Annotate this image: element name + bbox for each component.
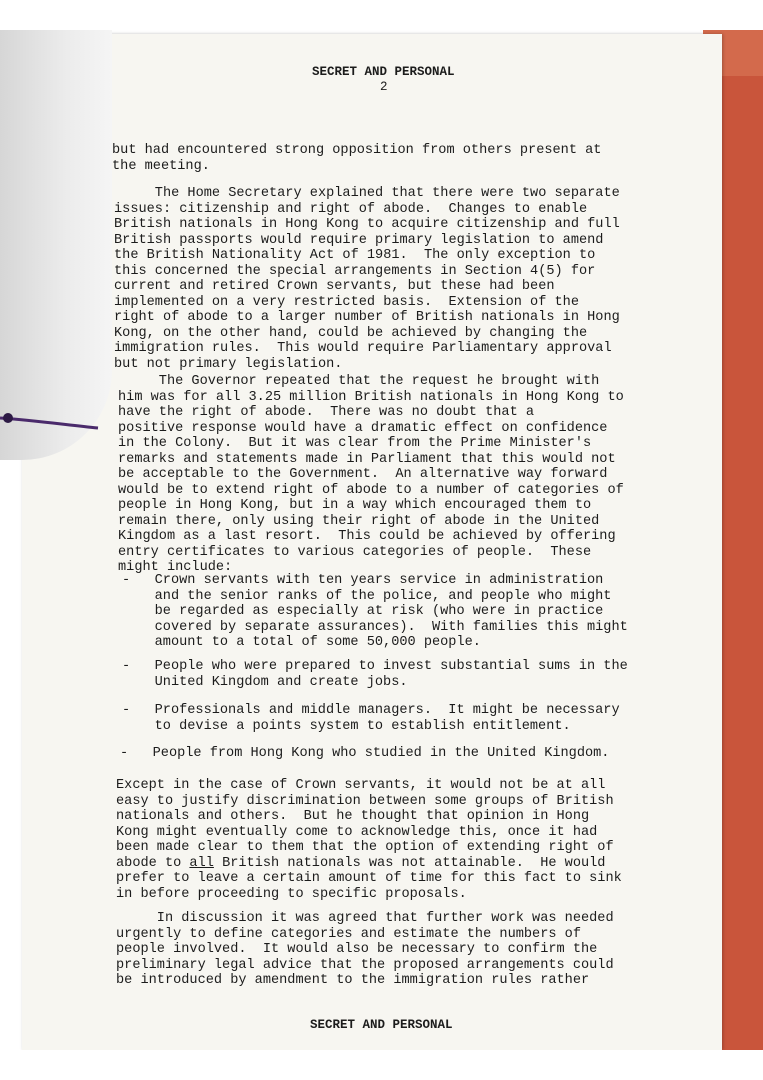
bullet-investors: - People who were prepared to invest substantial sums in the United Kingdom and create jobs. [122, 659, 628, 690]
footer-classification: SECRET AND PERSONAL [310, 1018, 453, 1032]
paragraph-discrimination-part-2: British nationals was not attainable. He would prefer to leave a certain amount of time for this fact to sink in before proceeding to specific proposals. [116, 855, 622, 902]
paragraph-home-secretary: The Home Secretary explained that there were two separate issues: citizenship and right of abode. Changes to enable British nationals in Hong Kong to acquire citizenship and full British passports would require primary legislation to amend the British Nationality Act of 1981. The only exception to this concerned the special arrangements in Section 4(5) for current and retired Crown servants, but these had been implemented on a very restricted basis. Extension of the right of abode to a larger number of British nationals in Hong Kong, on the other hand, could be achieved by changing the immigration rules. This would require Parliamentary approval but not primary legislation. [114, 186, 620, 372]
paragraph-discrimination-part-1: Except in the case of Crown servants, it would not be at all easy to justify discrimination between some groups of British nationals and others. But he thought that opinion in Hong Kong might eventually come to acknowledge this, once it had been made clear to them that the option of extending right of abode to [116, 778, 614, 871]
paragraph-discussion: In discussion it was agreed that further work was needed urgently to define categories and estimate the numbers of people involved. It would also be necessary to confirm the preliminary legal advice that the proposed arrangements could be introduced by amendment to the immigration rules rather [116, 911, 614, 988]
scan-top-margin [0, 0, 763, 34]
paragraph-discrimination [116, 778, 622, 902]
binding-string [0, 412, 100, 432]
paragraph-opposition: but had encountered strong opposition from others present at the meeting. [112, 143, 602, 174]
bullet-professionals: - Professionals and middle managers. It might be necessary to devise a points system to establish entitlement. [122, 703, 620, 734]
bullet-crown-servants: - Crown servants with ten years service in administration and the senior ranks of the police, and people who might be regarded as especially at risk (who were in practice covered by separate assurances). With families this might amount to a total of some 50,000 people. [122, 573, 628, 650]
previous-page-curl [0, 30, 112, 460]
paragraph-governor: The Governor repeated that the request he brought with him was for all 3.25 million British nationals in Hong Kong to have the right of abode. There was no doubt that a positive response would have a dramatic effect on confidence in the Colony. But it was clear from the Prime Minister's remarks and statements made in Parliament that this would not be acceptable to the Government. An alternative way forward would be to extend right of abode to a number of categories of people in Hong Kong, but in a way which encouraged them to remain there, only using their right of abode in the United Kingdom as a last resort. This could be achieved by offering entry certificates to various categories of people. These might include: [118, 374, 624, 575]
header-classification: SECRET AND PERSONAL [312, 65, 455, 79]
scan-bottom-margin [0, 1050, 763, 1080]
underlined-all: all [189, 855, 214, 871]
bullet-students: - People from Hong Kong who studied in the United Kingdom. [120, 746, 610, 761]
desk-background [715, 30, 763, 1050]
page-number: 2 [380, 80, 388, 94]
